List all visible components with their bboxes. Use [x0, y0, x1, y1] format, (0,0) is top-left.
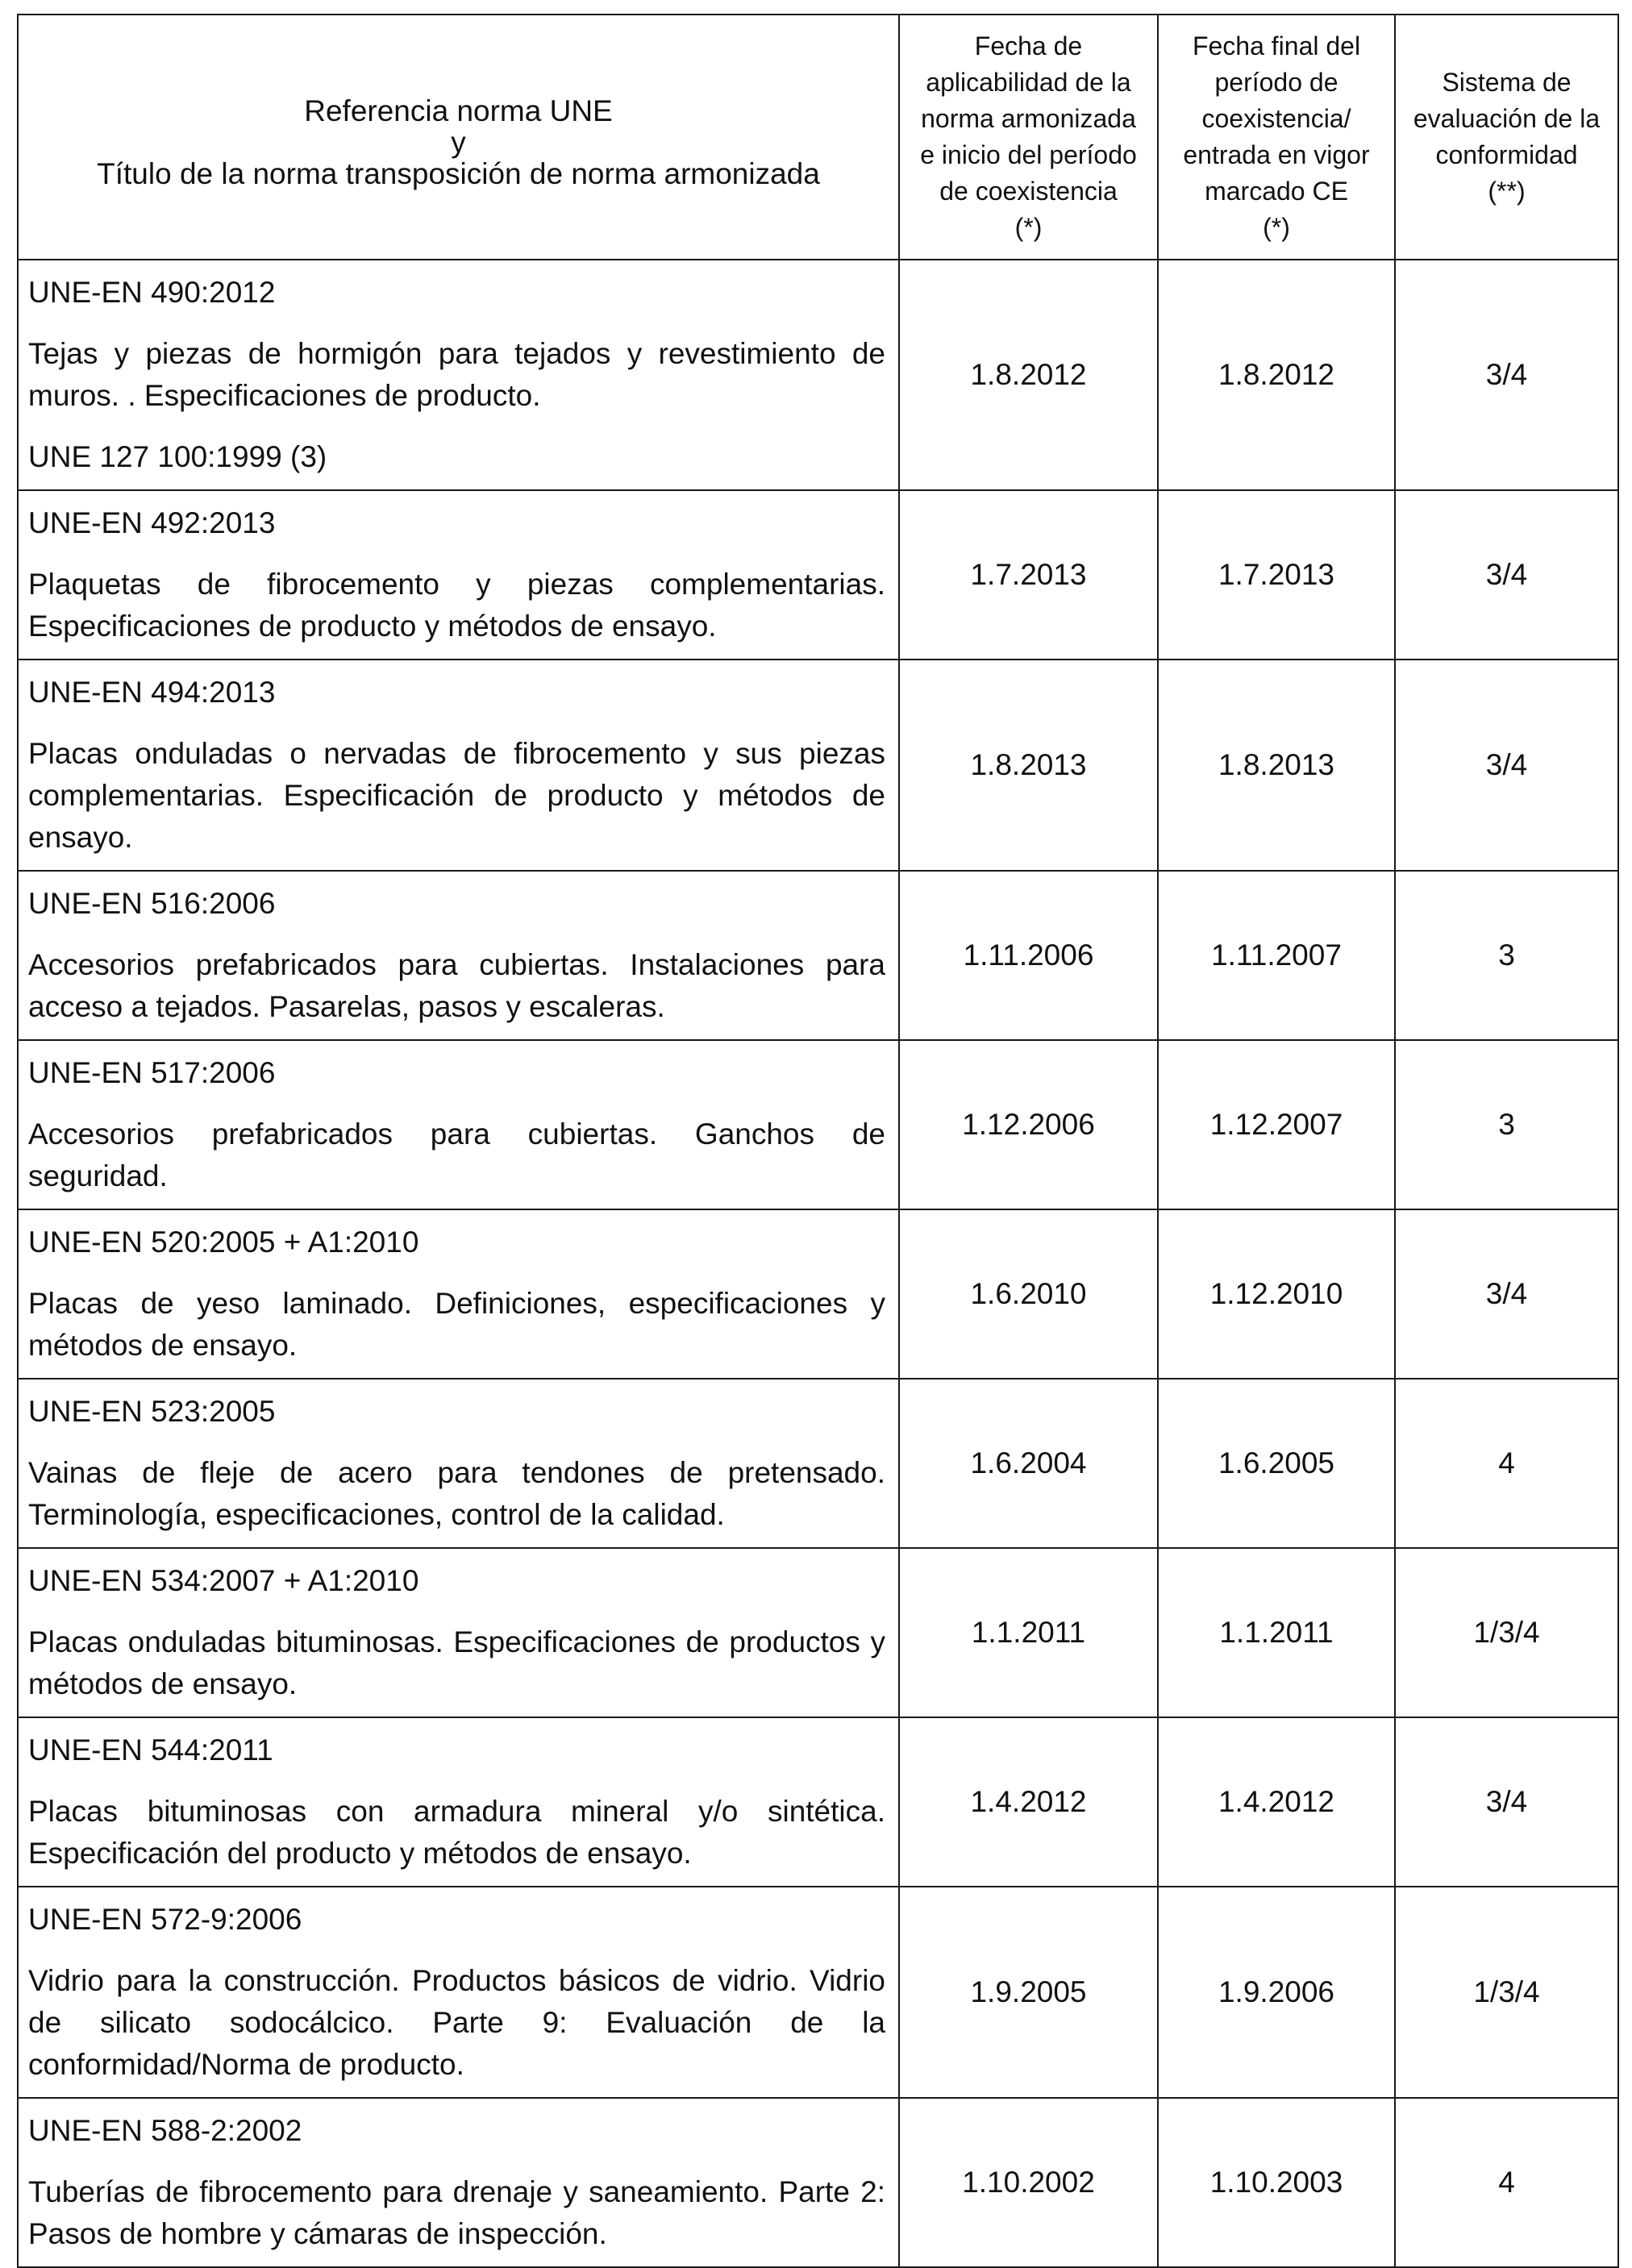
header-reference-line: y	[451, 125, 466, 159]
table-row	[18, 260, 1618, 490]
standard-code: UNE-EN 588-2:2002	[28, 2114, 302, 2147]
header-line: período de	[1214, 68, 1338, 97]
standard-title: Tejas y piezas de hormigón para tejados y revestimiento de muros. . Especificaciones de producto.	[28, 337, 885, 412]
table-row	[18, 1379, 1618, 1548]
standard-title: Plaquetas de fibrocemento y piezas complementarias. Especificaciones de producto y métodos de ensayo.	[28, 568, 885, 643]
fecha-aplicabilidad-cell: 1.9.2005	[899, 1887, 1158, 2098]
sistema-cell: 3/4	[1395, 1717, 1618, 1887]
standard-title: Placas de yeso laminado. Definiciones, especificaciones y métodos de ensayo.	[28, 1287, 885, 1362]
fecha-final-cell: 1.11.2007	[1158, 871, 1395, 1040]
header-line: conformidad	[1435, 140, 1578, 169]
reference-cell	[18, 660, 899, 871]
reference-cell	[18, 2098, 899, 2267]
header-line: coexistencia/	[1201, 104, 1351, 133]
standard-title: Vainas de fleje de acero para tendones de pretensado. Terminología, especificaciones, control de la calidad.	[28, 1456, 885, 1531]
reference-cell	[18, 1887, 899, 2098]
standard-code: UNE-EN 492:2013	[28, 506, 276, 539]
sistema-cell: 3	[1395, 871, 1618, 1040]
standard-title: Accesorios prefabricados para cubiertas. Ganchos de seguridad.	[28, 1117, 885, 1192]
sistema-cell: 3/4	[1395, 1209, 1618, 1379]
fecha-final-cell: 1.4.2012	[1158, 1717, 1395, 1887]
fecha-aplicabilidad-cell: 1.1.2011	[899, 1548, 1158, 1717]
fecha-final-cell: 1.8.2013	[1158, 660, 1395, 871]
standard-code: UNE-EN 516:2006	[28, 887, 276, 920]
standard-code: UNE-EN 572-9:2006	[28, 1903, 302, 1936]
header-line: (*)	[1263, 213, 1290, 242]
standard-title: Accesorios prefabricados para cubiertas. Instalaciones para acceso a tejados. Pasarelas, pasos y escaleras.	[28, 948, 885, 1023]
standard-code: UNE-EN 494:2013	[28, 676, 276, 709]
header-reference	[18, 15, 899, 260]
standard-title: Placas bituminosas con armadura mineral y/o sintética. Especificación del producto y métodos de ensayo.	[28, 1795, 885, 1870]
reference-cell	[18, 1548, 899, 1717]
fecha-final-cell: 1.12.2007	[1158, 1040, 1395, 1209]
table-row	[18, 1717, 1618, 1887]
header-line: (*)	[1014, 213, 1043, 242]
header-reference-line: Referencia norma UNE	[304, 94, 613, 127]
fecha-aplicabilidad-cell: 1.8.2012	[899, 260, 1158, 490]
header-fecha-aplicabilidad	[899, 15, 1158, 260]
standard-code: UNE-EN 520:2005 + A1:2010	[28, 1226, 419, 1259]
header-reference-line: Título de la norma transposición de norma armonizada	[97, 156, 820, 190]
table-row	[18, 490, 1618, 660]
reference-cell	[18, 1379, 899, 1548]
standard-code: UNE-EN 534:2007 + A1:2010	[28, 1564, 419, 1597]
fecha-final-cell: 1.7.2013	[1158, 490, 1395, 660]
fecha-final-cell: 1.1.2011	[1158, 1548, 1395, 1717]
reference-cell	[18, 260, 899, 490]
fecha-final-cell: 1.6.2005	[1158, 1379, 1395, 1548]
header-line: (**)	[1488, 177, 1526, 206]
reference-cell	[18, 1040, 899, 1209]
table-row	[18, 871, 1618, 1040]
header-line: de coexistencia	[939, 177, 1118, 206]
table-row	[18, 1548, 1618, 1717]
sistema-cell: 3/4	[1395, 660, 1618, 871]
standard-title: Tuberías de fibrocemento para drenaje y saneamiento. Parte 2: Pasos de hombre y cámaras de inspección.	[28, 2175, 885, 2250]
header-sistema	[1395, 15, 1618, 260]
header-line: norma armonizada	[921, 104, 1136, 133]
sistema-cell: 3	[1395, 1040, 1618, 1209]
sistema-cell: 4	[1395, 1379, 1618, 1548]
standard-title: Placas onduladas o nervadas de fibrocemento y sus piezas complementarias. Especificación de producto y métodos de ensayo.	[28, 737, 885, 854]
standard-title: Vidrio para la construcción. Productos básicos de vidrio. Vidrio de silicato sodocálcico. Parte 9: Evaluación de la conformidad/Norma de producto.	[28, 1964, 885, 2081]
standard-code: UNE-EN 490:2012	[28, 276, 276, 309]
fecha-final-cell: 1.12.2010	[1158, 1209, 1395, 1379]
header-line: e inicio del período	[920, 140, 1137, 169]
header-line: Fecha de	[974, 31, 1083, 60]
fecha-final-cell: 1.10.2003	[1158, 2098, 1395, 2267]
header-line: evaluación de la	[1413, 104, 1601, 133]
table-row	[18, 1040, 1618, 1209]
header-fecha-final	[1158, 15, 1395, 260]
sistema-cell: 4	[1395, 2098, 1618, 2267]
standard-code: UNE-EN 523:2005	[28, 1395, 276, 1428]
sistema-cell: 3/4	[1395, 490, 1618, 660]
header-line: entrada en vigor	[1183, 140, 1370, 169]
fecha-aplicabilidad-cell: 1.6.2010	[899, 1209, 1158, 1379]
fecha-aplicabilidad-cell: 1.7.2013	[899, 490, 1158, 660]
header-row	[18, 15, 1618, 260]
table-row	[18, 1887, 1618, 2098]
sistema-cell: 1/3/4	[1395, 1548, 1618, 1717]
fecha-aplicabilidad-cell: 1.12.2006	[899, 1040, 1158, 1209]
standard-title: Placas onduladas bituminosas. Especificaciones de productos y métodos de ensayo.	[28, 1625, 885, 1700]
table-row	[18, 660, 1618, 871]
sistema-cell: 3/4	[1395, 260, 1618, 490]
header-line: aplicabilidad de la	[926, 68, 1131, 97]
standard-code: UNE-EN 544:2011	[28, 1733, 273, 1767]
fecha-aplicabilidad-cell: 1.11.2006	[899, 871, 1158, 1040]
fecha-aplicabilidad-cell: 1.6.2004	[899, 1379, 1158, 1548]
reference-cell	[18, 871, 899, 1040]
table-row	[18, 2098, 1618, 2267]
header-line: Sistema de	[1442, 68, 1572, 97]
reference-cell	[18, 490, 899, 660]
fecha-final-cell: 1.9.2006	[1158, 1887, 1395, 2098]
fecha-aplicabilidad-cell: 1.8.2013	[899, 660, 1158, 871]
sistema-cell: 1/3/4	[1395, 1887, 1618, 2098]
standards-table	[17, 14, 1619, 2268]
fecha-aplicabilidad-cell: 1.4.2012	[899, 1717, 1158, 1887]
fecha-final-cell: 1.8.2012	[1158, 260, 1395, 490]
fecha-aplicabilidad-cell: 1.10.2002	[899, 2098, 1158, 2267]
standard-code: UNE-EN 517:2006	[28, 1056, 276, 1089]
reference-cell	[18, 1209, 899, 1379]
table-row	[18, 1209, 1618, 1379]
header-line: Fecha final del	[1192, 31, 1361, 60]
reference-cell	[18, 1717, 899, 1887]
standard-extra-reference: UNE 127 100:1999 (3)	[28, 440, 327, 473]
header-line: marcado CE	[1205, 177, 1348, 206]
